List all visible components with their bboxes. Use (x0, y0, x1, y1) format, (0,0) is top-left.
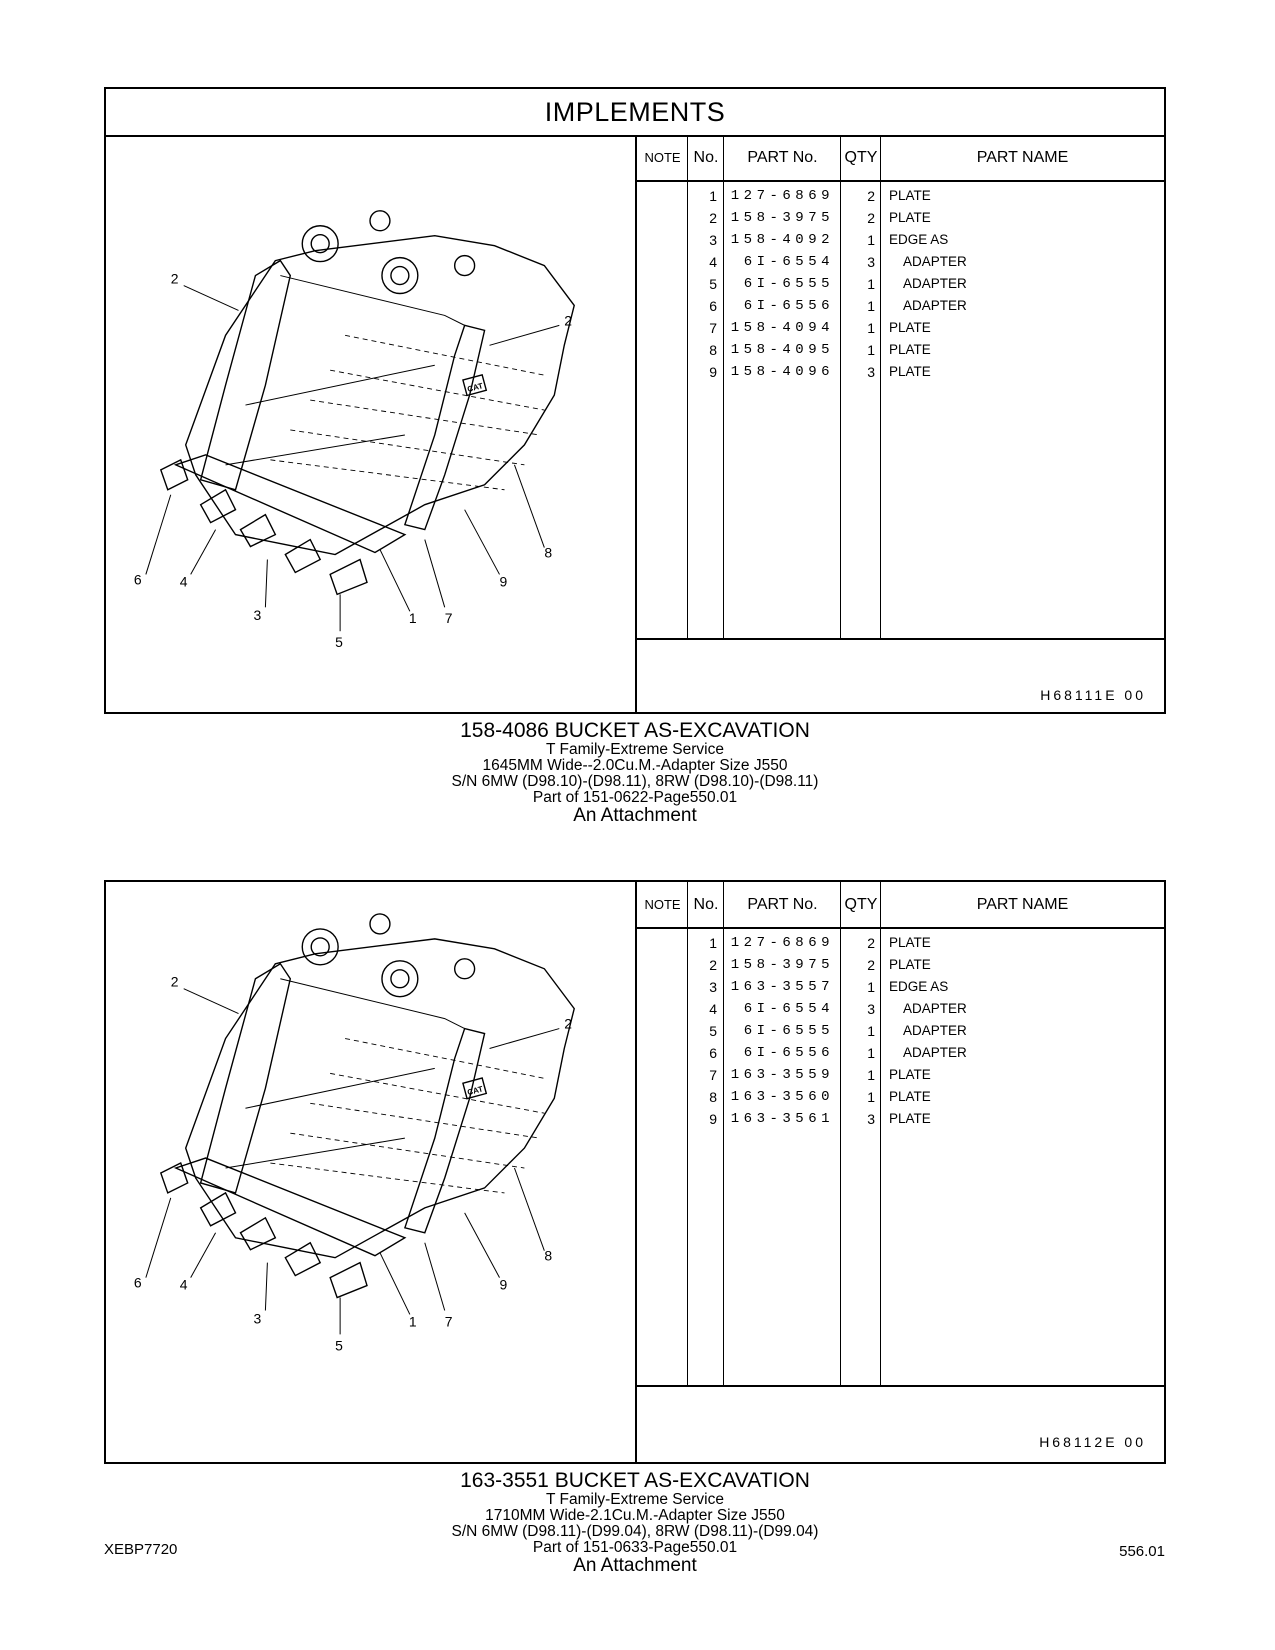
callout-3: 3 (253, 1310, 262, 1327)
caption-line: T Family-Extreme Service (546, 741, 724, 758)
callout-6: 6 (133, 1274, 142, 1291)
header-part-no: PART No. (747, 896, 818, 913)
document-id: XEBP7720 (104, 1541, 178, 1558)
header-note: NOTE (644, 150, 681, 165)
table-row: 4 6I-6554 3 ADAPTER (709, 1001, 967, 1017)
callout-7: 7 (444, 1313, 453, 1330)
caption-line: S/N 6MW (D98.11)-(D99.04), 8RW (D98.11)-(D99.04) (451, 1523, 819, 1540)
header-qty: QTY (844, 896, 878, 913)
callout-7: 7 (444, 610, 453, 627)
table-row: 1 127-6869 2 PLATE (709, 188, 931, 204)
bucket-drawing-svg (106, 135, 635, 712)
callout-2b: 2 (564, 1015, 573, 1032)
table-row: 9 158-4096 3 PLATE (709, 364, 931, 380)
callout-5: 5 (335, 634, 343, 651)
table-header (637, 135, 1164, 182)
callout-1: 1 (408, 610, 417, 627)
caption-attachment: An Attachment (573, 805, 697, 826)
header-part-no: PART No. (747, 149, 818, 166)
table-row: 3 158-4092 1 EDGE AS (709, 232, 949, 248)
table-row: 5 6I-6555 1 ADAPTER (709, 1023, 967, 1039)
header-note: NOTE (644, 897, 681, 912)
table-row: 4 6I-6554 3 ADAPTER (709, 254, 967, 270)
table-row: 6 6I-6556 1 ADAPTER (709, 1045, 967, 1061)
header-part-name: PART NAME (976, 896, 1069, 913)
callout-4: 4 (179, 1276, 188, 1293)
bucket-illustration-1 (106, 135, 637, 712)
callout-2a: 2 (170, 973, 179, 990)
bucket-illustration-2 (106, 882, 637, 1462)
caption-line: 1645MM Wide--2.0Cu.M.-Adapter Size J550 (482, 757, 788, 774)
callout-6: 6 (133, 571, 142, 588)
header-qty: QTY (844, 149, 878, 166)
table-row: 7 163-3559 1 PLATE (709, 1067, 931, 1083)
callout-1: 1 (408, 1313, 417, 1330)
callout-2a: 2 (170, 270, 179, 287)
header-no: No. (693, 896, 719, 913)
svg-text:CAT: CAT (466, 1084, 484, 1098)
header-part-name: PART NAME (976, 149, 1069, 166)
illustration-code: H68112E 00 (1039, 1434, 1146, 1450)
parts-section-2 (104, 880, 1166, 1464)
caption-title: 163-3551 BUCKET AS-EXCAVATION (460, 1469, 810, 1492)
callout-8: 8 (544, 544, 553, 561)
table-row: 3 163-3557 1 EDGE AS (709, 979, 949, 995)
parts-section-1 (104, 87, 1166, 714)
table-row: 8 163-3560 1 PLATE (709, 1089, 931, 1105)
callout-3: 3 (253, 607, 262, 624)
callout-4: 4 (179, 573, 188, 590)
table-body (637, 180, 1164, 640)
table-row: 9 163-3561 3 PLATE (709, 1111, 931, 1127)
caption-title: 158-4086 BUCKET AS-EXCAVATION (460, 719, 810, 742)
table-body (637, 927, 1164, 1387)
header-no: No. (693, 149, 719, 166)
caption-line: Part of 151-0633-Page550.01 (532, 1539, 738, 1556)
callout-9: 9 (499, 1276, 508, 1293)
callout-5: 5 (335, 1337, 343, 1354)
callout-2b: 2 (564, 312, 573, 329)
table-row: 7 158-4094 1 PLATE (709, 320, 931, 336)
table-row: 8 158-4095 1 PLATE (709, 342, 931, 358)
table-row: 1 127-6869 2 PLATE (709, 935, 931, 951)
caption-line: T Family-Extreme Service (546, 1491, 724, 1508)
table-row: 2 158-3975 2 PLATE (709, 957, 931, 973)
caption-line: 1710MM Wide-2.1Cu.M.-Adapter Size J550 (485, 1507, 785, 1524)
caption-attachment: An Attachment (573, 1555, 697, 1576)
callout-9: 9 (499, 573, 508, 590)
caption-1 (104, 720, 1166, 826)
table-header (637, 882, 1164, 929)
page-title: IMPLEMENTS (106, 89, 1164, 137)
caption-line: S/N 6MW (D98.10)-(D98.11), 8RW (D98.10)-(D98.11) (451, 773, 819, 790)
page-number: 556.01 (1119, 1543, 1165, 1560)
table-row: 2 158-3975 2 PLATE (709, 210, 931, 226)
parts-table-1 (637, 135, 1164, 712)
table-row: 6 6I-6556 1 ADAPTER (709, 298, 967, 314)
callout-8: 8 (544, 1247, 553, 1264)
parts-table-2 (637, 882, 1164, 1462)
table-row: 5 6I-6555 1 ADAPTER (709, 276, 967, 292)
caption-line: Part of 151-0622-Page550.01 (532, 789, 738, 806)
illustration-code: H68111E 00 (1040, 687, 1146, 703)
bucket-drawing-svg (106, 882, 635, 1462)
svg-text:CAT: CAT (466, 381, 484, 394)
caption-2 (104, 1470, 1166, 1576)
